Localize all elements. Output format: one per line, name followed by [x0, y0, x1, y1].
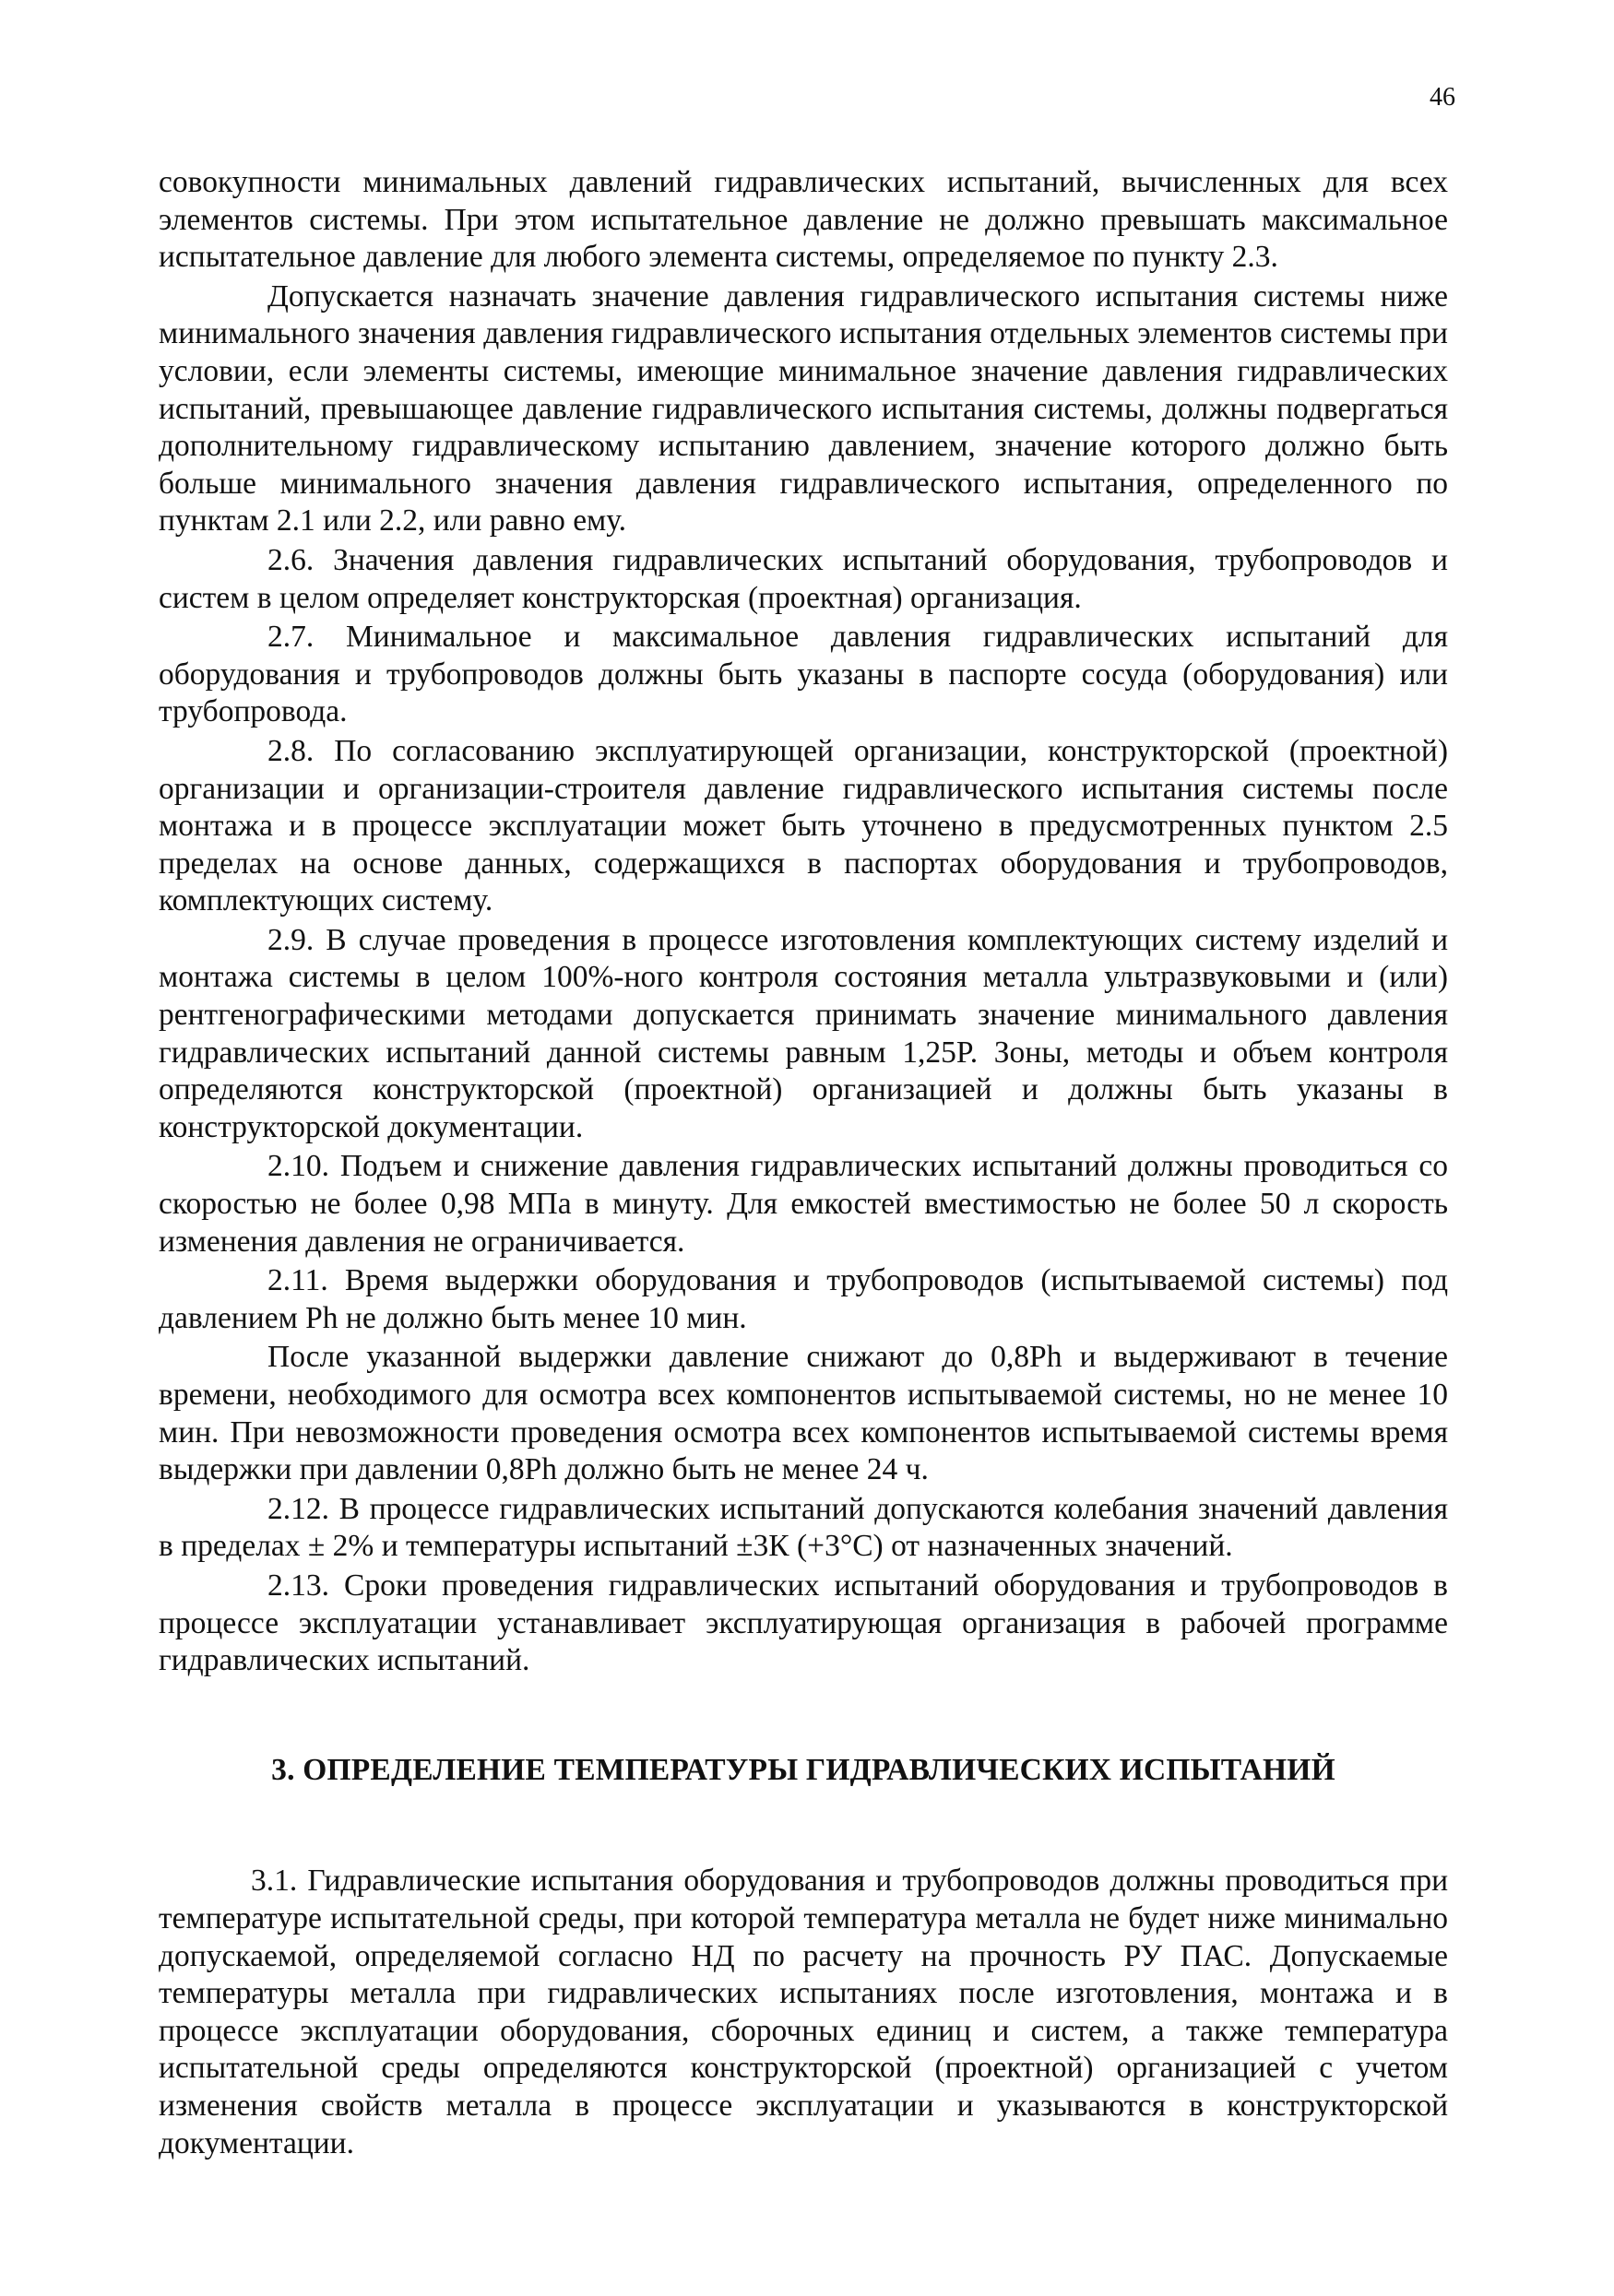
page-number: 46	[1430, 83, 1455, 112]
paragraph-hold-time: После указанной выдержки давление снижают до 0,8Ph и выдерживают в течение времени, необходимого для осмотра всех компонентов испытываемой системы, но не менее 10 мин. При невозможности проведения осмотра всех компонентов испытываемой системы время выдержки при давлении 0,8Ph должно быть не менее 24 ч.	[159, 1340, 1448, 1487]
paragraph-2-6: 2.6. Значения давления гидравлических испытаний оборудования, трубопроводов и систем в целом определяет конструкторская (проектная) организация.	[159, 542, 1448, 615]
paragraph-2-11: 2.11. Время выдержки оборудования и трубопроводов (испытываемой системы) под давлением Ph не должно быть менее 10 мин.	[159, 1263, 1448, 1335]
paragraph-3-1: 3.1. Гидравлические испытания оборудования и трубопроводов должны проводиться при температуре испытательной среды, при которой температура металла не будет ниже минимально допускаемой, определяемой согласно НД по расчету на прочность РУ ПАС. Допускаемые температуры металла при гидравлических испытаниях после изготовления, монтажа и в процессе эксплуатации оборудования, сборочных единиц и систем, а также температура испытательной среды определяются конструкторской (проектной) организацией с учетом изменения свойств металла в процессе эксплуатации и указываются в конструкторской документации.	[159, 1864, 1448, 2160]
paragraph-2-7: 2.7. Минимальное и максимальное давления гидравлических испытаний для оборудования и трубопроводов должны быть указаны в паспорте сосуда (оборудования) или трубопровода.	[159, 620, 1448, 729]
paragraph-2-12: 2.12. В процессе гидравлических испытаний допускаются колебания значений давления в пределах ± 2% и температуры испытаний ±3К (+3°С) от назначенных значений.	[159, 1491, 1448, 1564]
paragraph-continuation: совокупности минимальных давлений гидравлических испытаний, вычисленных для всех элементов системы. При этом испытательное давление не должно превышать максимальное испытательное давление для любого элемента системы, определяемое по пункту 2.3.	[159, 165, 1448, 275]
paragraph-2-13: 2.13. Сроки проведения гидравлических испытаний оборудования и трубопроводов в процессе эксплуатации устанавливает эксплуатирующая организация в рабочей программе гидравлических испытаний.	[159, 1568, 1448, 1678]
paragraph-system-pressure: Допускается назначать значение давления гидравлического испытания системы ниже минимального значения давления гидравлического испытания отдельных элементов системы при условии, если элементы системы, имеющие минимальное значение давления гидравлических испытаний, превышающее давление гидравлического испытания системы, должны подвергаться дополнительному гидравлическому испытанию давлением, значение которого должно быть больше минимального значения давления гидравлического испытания, определенного по пунктам 2.1 или 2.2, или равно ему.	[159, 278, 1448, 538]
document-body	[159, 164, 1448, 2164]
paragraph-2-9: 2.9. В случае проведения в процессе изготовления комплектующих систему изделий и монтажа системы в целом 100%-ного контроля состояния металла ультразвуковыми и (или) рентгенографическими методами допускается принимать значение минимального давления гидравлических испытаний данной системы равным 1,25P. Зоны, методы и объем контроля определяются конструкторской (проектной) организацией и должны быть указаны в конструкторской документации.	[159, 922, 1448, 1144]
paragraph-2-8: 2.8. По согласованию эксплуатирующей организации, конструкторской (проектной) организации и организации-строителя давление гидравлического испытания системы после монтажа и в процессе эксплуатации может быть уточнено в предусмотренных пунктом 2.5 пределах на основе данных, содержащихся в паспортах оборудования и трубопроводов, комплектующих систему.	[159, 733, 1448, 918]
paragraph-2-10: 2.10. Подъем и снижение давления гидравлических испытаний должны проводиться со скоростью не более 0,98 МПа в минуту. Для емкостей вместимостью не более 50 л скорость изменения давления не ограничивается.	[159, 1149, 1448, 1259]
section-heading: 3. ОПРЕДЕЛЕНИЕ ТЕМПЕРАТУРЫ ГИДРАВЛИЧЕСКИХ ИСПЫТАНИЙ	[271, 1752, 1335, 1787]
